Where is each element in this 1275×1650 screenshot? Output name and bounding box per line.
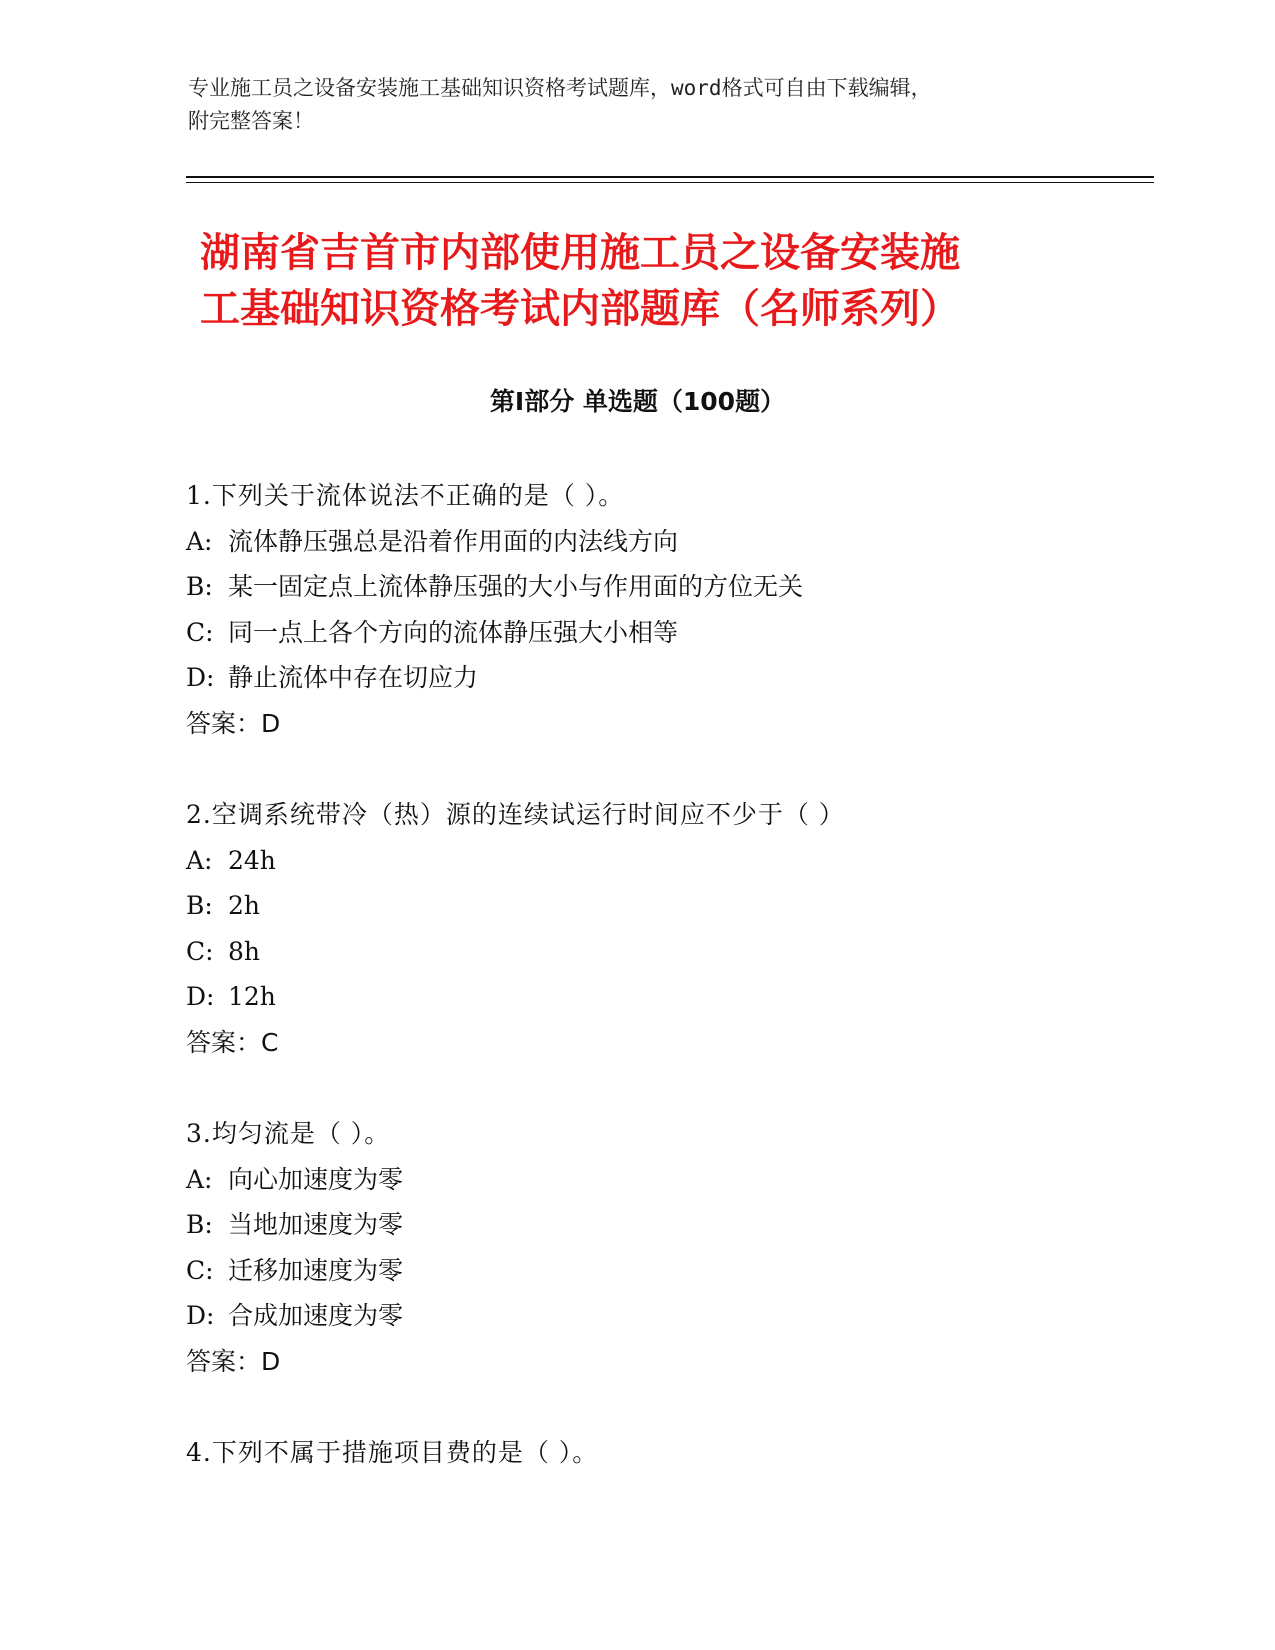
answer-line: [186, 1339, 1136, 1385]
option-key: C:: [186, 936, 214, 966]
question-stem: 3.均匀流是（ ）。: [186, 1119, 391, 1148]
option-key: B:: [186, 1210, 213, 1239]
option-text: 当地加速度为零: [228, 1210, 404, 1239]
option-c: [186, 929, 1136, 975]
answer-value: D: [261, 1346, 281, 1376]
option-d: [186, 655, 1136, 701]
option-key: D:: [186, 982, 215, 1011]
question-3: [186, 1111, 1136, 1384]
question-2: [186, 792, 1136, 1065]
answer-label: 答案：: [186, 1346, 262, 1376]
question-stem: 4.下列不属于措施项目费的是（ ）。: [186, 1438, 599, 1467]
question-list: [186, 473, 1136, 1522]
question-1: [186, 473, 1136, 746]
document-title-line-2: 工基础知识资格考试内部题库（名师系列）: [200, 286, 960, 332]
option-text: 12h: [228, 982, 276, 1011]
question-stem: 2.空调系统带冷（热）源的连续试运行时间应不少于（ ）: [186, 800, 845, 829]
answer-value: D: [261, 708, 281, 738]
option-key: C:: [186, 1255, 214, 1285]
option-a: [186, 1157, 1136, 1203]
question-4: [186, 1430, 1136, 1476]
option-text: 2h: [228, 891, 261, 920]
question-stem: 1.下列关于流体说法不正确的是（ ）。: [186, 481, 625, 510]
answer-label: 答案：: [186, 1027, 262, 1057]
option-text: 向心加速度为零: [228, 1164, 404, 1194]
option-key: B:: [186, 572, 213, 601]
header-note-line-2: 附完整答案！: [188, 109, 314, 133]
option-text: 24h: [228, 845, 276, 875]
option-key: C:: [186, 617, 214, 647]
option-text: 流体静压强总是沿着作用面的内法线方向: [228, 526, 679, 556]
option-c: [186, 610, 1136, 656]
option-text: 某一固定点上流体静压强的大小与作用面的方位无关: [228, 572, 804, 601]
option-key: A:: [186, 1164, 213, 1194]
header-note-line-1: 专业施工员之设备安装施工基础知识资格考试题库，word格式可自由下载编辑，: [188, 76, 932, 100]
option-a: [186, 519, 1136, 565]
option-text: 静止流体中存在切应力: [228, 663, 479, 692]
option-text: 同一点上各个方向的流体静压强大小相等: [228, 617, 679, 647]
option-text: 迁移加速度为零: [228, 1255, 404, 1285]
option-d: [186, 1293, 1136, 1339]
header-note: [188, 72, 1088, 138]
section-heading: 第Ⅰ部分 单选题（100题）: [489, 387, 786, 416]
option-text: 8h: [228, 936, 261, 966]
option-a: [186, 838, 1136, 884]
document-title: [200, 225, 1100, 337]
option-key: B:: [186, 891, 213, 920]
option-key: D:: [186, 663, 215, 692]
option-key: D:: [186, 1301, 215, 1330]
option-b: [186, 564, 1136, 610]
answer-line: [186, 701, 1136, 747]
option-text: 合成加速度为零: [228, 1301, 404, 1330]
answer-line: [186, 1020, 1136, 1066]
option-b: [186, 883, 1136, 929]
option-b: [186, 1202, 1136, 1248]
option-c: [186, 1248, 1136, 1294]
document-title-line-1: 湖南省吉首市内部使用施工员之设备安装施: [200, 230, 960, 276]
option-d: [186, 974, 1136, 1020]
header-divider-thin: [186, 182, 1154, 183]
header-divider-thick: [186, 176, 1154, 178]
option-key: A:: [186, 845, 213, 875]
option-key: A:: [186, 526, 213, 556]
answer-label: 答案：: [186, 708, 262, 738]
answer-value: C: [261, 1027, 279, 1057]
